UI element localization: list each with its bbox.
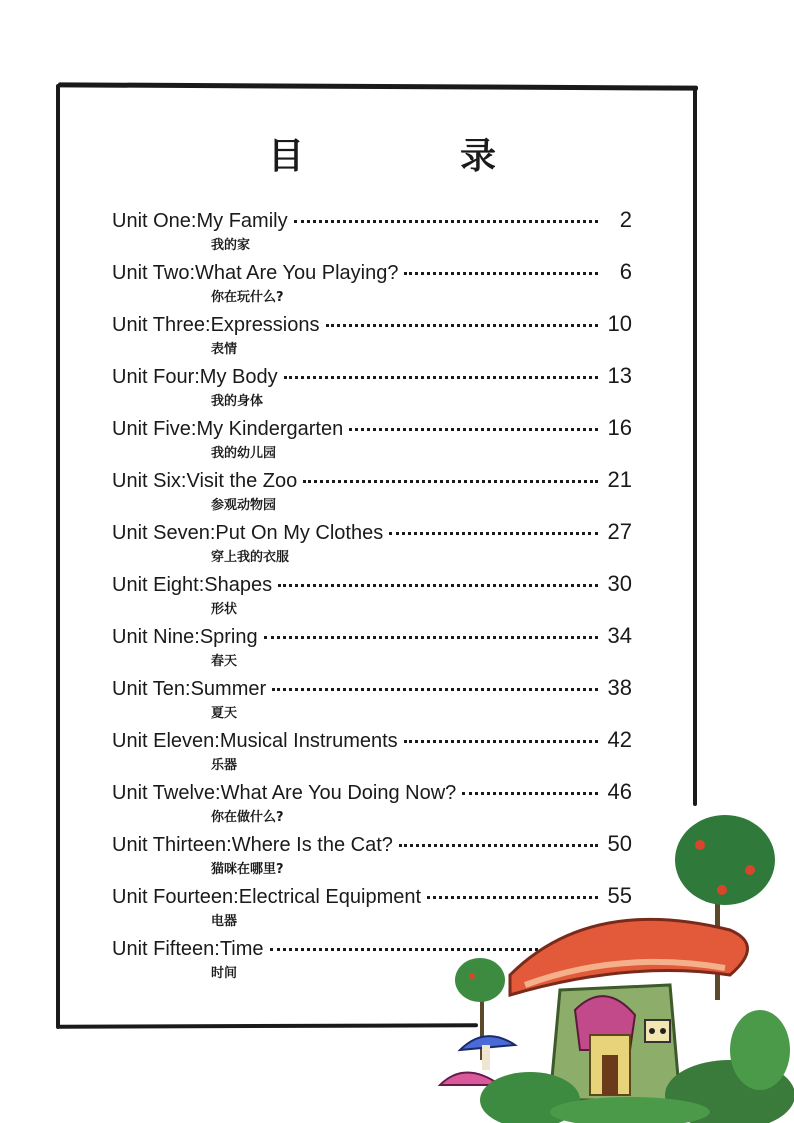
dot-leader xyxy=(264,636,598,639)
entry-page-number: 50 xyxy=(607,831,632,856)
tree-canopy-left xyxy=(455,958,505,1002)
entry-title: Unit Ten:Summer xyxy=(112,678,267,700)
tree-fruit xyxy=(745,865,755,875)
dot-leader xyxy=(272,688,598,691)
dot-leader xyxy=(389,532,598,535)
dot-leader xyxy=(278,584,598,587)
frame-border-bottom xyxy=(58,1023,478,1028)
toc-entry[interactable] xyxy=(112,571,632,623)
house-window xyxy=(645,1020,670,1042)
entry-title: Unit Eleven:Musical Instruments xyxy=(112,730,398,752)
entry-page-number: 34 xyxy=(607,623,632,648)
page-title: 目 录 xyxy=(267,136,556,177)
entry-title: Unit Eight:Shapes xyxy=(112,574,273,596)
entry-title: Unit Nine:Spring xyxy=(112,626,258,648)
entry-page-number: 38 xyxy=(607,675,632,700)
frame-border-top xyxy=(58,82,698,90)
entry-chinese-title: 我的身体 xyxy=(211,394,264,409)
entry-title: Unit Fifteen:Time xyxy=(112,938,264,960)
entry-chinese-title: 穿上我的衣服 xyxy=(211,550,290,565)
house-door xyxy=(602,1055,618,1095)
dot-leader xyxy=(404,272,598,275)
entry-title: Unit Three:Expressions xyxy=(112,314,320,336)
toc-entry[interactable] xyxy=(112,415,632,467)
entry-page-number: 21 xyxy=(607,467,632,492)
entry-page-number: 10 xyxy=(607,311,632,336)
entry-chinese-title: 电器 xyxy=(211,914,238,929)
window-eye xyxy=(649,1028,655,1034)
entry-page-number: 13 xyxy=(607,363,632,388)
toc-entry[interactable] xyxy=(112,623,632,675)
entry-chinese-title: 你在做什么? xyxy=(211,810,284,825)
dot-leader xyxy=(404,740,598,743)
toc-entry[interactable] xyxy=(112,519,632,571)
entry-page-number: 30 xyxy=(607,571,632,596)
entry-title: Unit Five:My Kindergarten xyxy=(112,418,344,440)
entry-chinese-title: 我的家 xyxy=(211,238,251,253)
entry-title: Unit Twelve:What Are You Doing Now? xyxy=(112,782,457,804)
entry-page-number: 16 xyxy=(607,415,632,440)
toc-entry[interactable] xyxy=(112,675,632,727)
entry-page-number: 2 xyxy=(619,207,632,232)
entry-title: Unit Seven:Put On My Clothes xyxy=(112,522,384,544)
small-mushroom-stem xyxy=(482,1045,490,1070)
entry-title: Unit Six:Visit the Zoo xyxy=(112,470,298,492)
dot-leader xyxy=(284,376,598,379)
dot-leader xyxy=(303,480,598,483)
bush xyxy=(730,1010,790,1090)
toc-entry[interactable] xyxy=(112,259,632,311)
dot-leader xyxy=(349,428,598,431)
toc-entry[interactable] xyxy=(112,363,632,415)
entry-chinese-title: 夏天 xyxy=(211,706,238,721)
entry-chinese-title: 我的幼儿园 xyxy=(211,446,277,461)
window-eye xyxy=(660,1028,666,1034)
entry-chinese-title: 你在玩什么? xyxy=(211,290,284,305)
entry-title: Unit Two:What Are You Playing? xyxy=(112,262,399,284)
entry-page-number: 46 xyxy=(607,779,632,804)
frame-border-right xyxy=(693,86,697,806)
entry-chinese-title: 猫咪在哪里? xyxy=(211,862,284,877)
toc-entry[interactable] xyxy=(112,727,632,779)
entry-title: Unit Fourteen:Electrical Equipment xyxy=(112,886,422,908)
mushroom-house-illustration xyxy=(430,800,794,1123)
tree-fruit xyxy=(469,973,475,979)
entry-page-number: 42 xyxy=(607,727,632,752)
tree-fruit xyxy=(717,885,727,895)
entry-page-number: 55 xyxy=(607,883,632,908)
frame-border-left xyxy=(56,84,60,1029)
entry-page-number: 27 xyxy=(607,519,632,544)
entry-chinese-title: 形状 xyxy=(211,602,238,617)
dot-leader xyxy=(326,324,599,327)
entry-chinese-title: 时间 xyxy=(211,966,238,981)
entry-page-number: 6 xyxy=(619,259,632,284)
toc-entry[interactable] xyxy=(112,207,632,259)
dot-leader xyxy=(462,792,598,795)
entry-chinese-title: 表情 xyxy=(211,342,238,357)
dot-leader xyxy=(294,220,598,223)
toc-entry[interactable] xyxy=(112,311,632,363)
entry-title: Unit Thirteen:Where Is the Cat? xyxy=(112,834,393,856)
entry-chinese-title: 参观动物园 xyxy=(211,498,277,513)
entry-title: Unit One:My Family xyxy=(112,210,288,232)
toc-entry[interactable] xyxy=(112,467,632,519)
entry-chinese-title: 乐器 xyxy=(211,758,238,773)
mushroom-cap xyxy=(510,919,748,995)
entry-chinese-title: 春天 xyxy=(211,654,238,669)
entry-title: Unit Four:My Body xyxy=(112,366,278,388)
tree-fruit xyxy=(695,840,705,850)
